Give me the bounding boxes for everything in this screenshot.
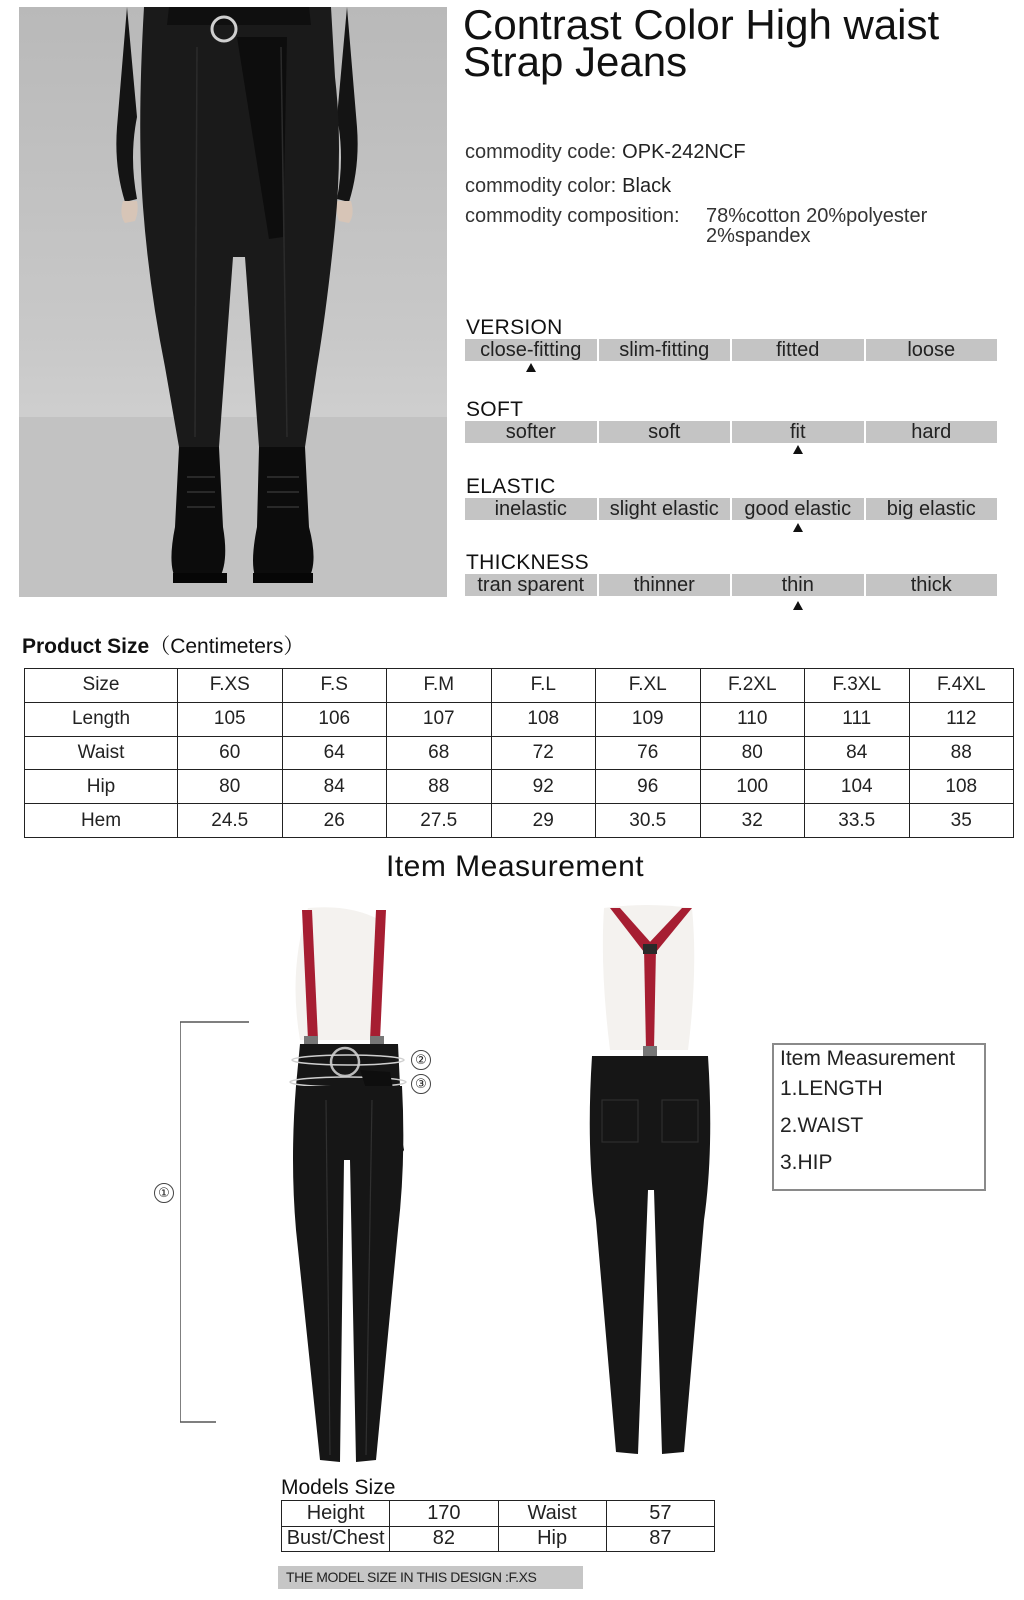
table-header-cell: Size	[25, 669, 178, 703]
elastic-option: inelastic	[465, 498, 597, 520]
table-cell: 88	[909, 736, 1014, 770]
table-cell: Height	[282, 1501, 390, 1527]
measurement-item: 1.LENGTH	[780, 1077, 883, 1100]
soft-label: SOFT	[466, 398, 524, 421]
version-label: VERSION	[466, 316, 563, 339]
table-cell: 84	[805, 736, 910, 770]
table-cell: Hip	[25, 770, 178, 804]
table-row	[282, 1501, 715, 1527]
table-row	[25, 770, 1014, 804]
soft-option: hard	[866, 421, 998, 443]
commodity-composition-label: commodity composition:	[465, 205, 680, 227]
thickness-selected-marker	[793, 601, 803, 610]
item-measurement-title: Item Measurement	[386, 850, 645, 883]
table-cell: Hem	[25, 804, 178, 838]
table-cell: 108	[909, 770, 1014, 804]
table-cell: 26	[282, 804, 387, 838]
table-cell: 108	[491, 702, 596, 736]
version-scale	[465, 339, 997, 361]
front-view-illustration	[180, 900, 440, 1480]
soft-option: soft	[599, 421, 731, 443]
table-row	[25, 702, 1014, 736]
table-cell: 104	[805, 770, 910, 804]
version-option: close-fitting	[465, 339, 597, 361]
commodity-color-value: Black	[622, 175, 672, 197]
hip-marker: ③	[411, 1074, 431, 1094]
commodity-color-row	[465, 175, 671, 198]
table-row	[282, 1526, 715, 1552]
table-cell: 100	[700, 770, 805, 804]
table-cell: 109	[596, 702, 701, 736]
elastic-scale	[465, 498, 997, 520]
table-cell: Waist	[25, 736, 178, 770]
table-cell: 88	[387, 770, 492, 804]
elastic-option: slight elastic	[599, 498, 731, 520]
table-header-cell: F.3XL	[805, 669, 910, 703]
table-cell: 72	[491, 736, 596, 770]
thickness-option: tran sparent	[465, 574, 597, 596]
table-cell: 24.5	[178, 804, 283, 838]
commodity-color-label: commodity color:	[465, 175, 617, 197]
product-title	[463, 1, 1003, 85]
table-cell: 80	[178, 770, 283, 804]
commodity-composition-row	[465, 205, 680, 228]
commodity-code-label: commodity code:	[465, 141, 617, 163]
elastic-option: good elastic	[732, 498, 864, 520]
table-cell: 64	[282, 736, 387, 770]
measurement-legend	[772, 1043, 986, 1191]
table-cell: 96	[596, 770, 701, 804]
table-cell: 92	[491, 770, 596, 804]
table-header-cell: F.4XL	[909, 669, 1014, 703]
soft-option: fit	[732, 421, 864, 443]
table-header-cell: F.S	[282, 669, 387, 703]
models-size-title: Models Size	[281, 1476, 396, 1499]
version-option: loose	[866, 339, 998, 361]
table-cell: 32	[700, 804, 805, 838]
table-cell: 76	[596, 736, 701, 770]
thickness-label: THICKNESS	[466, 551, 589, 574]
waist-marker: ②	[411, 1050, 431, 1070]
commodity-code-value: OPK-242NCF	[622, 141, 746, 163]
composition-line2: 2%spandex	[706, 225, 811, 247]
table-cell: 84	[282, 770, 387, 804]
table-cell: 110	[700, 702, 805, 736]
table-cell: 68	[387, 736, 492, 770]
composition-line1: 78%cotton 20%polyester	[706, 205, 928, 227]
table-cell: 57	[606, 1501, 714, 1527]
table-cell: 30.5	[596, 804, 701, 838]
table-cell: 80	[700, 736, 805, 770]
table-cell: 107	[387, 702, 492, 736]
table-cell: 82	[390, 1526, 498, 1552]
product-photo	[19, 7, 447, 597]
table-cell: Hip	[498, 1526, 606, 1552]
table-cell: 35	[909, 804, 1014, 838]
version-option: fitted	[732, 339, 864, 361]
product-size-heading: Product Size	[22, 635, 150, 658]
soft-scale	[465, 421, 997, 443]
product-title-line2: Strap Jeans	[463, 38, 688, 85]
models-size-table	[281, 1500, 715, 1552]
commodity-code-row	[465, 141, 746, 164]
table-cell: 170	[390, 1501, 498, 1527]
table-header-cell: F.M	[387, 669, 492, 703]
thickness-option: thick	[866, 574, 998, 596]
table-cell: 60	[178, 736, 283, 770]
table-cell: 111	[805, 702, 910, 736]
table-cell: Bust/Chest	[282, 1526, 390, 1552]
table-row	[25, 736, 1014, 770]
table-header-cell: F.XL	[596, 669, 701, 703]
commodity-composition-value	[706, 206, 1006, 246]
measurement-item: 3.HIP	[780, 1151, 833, 1174]
table-header-cell: F.2XL	[700, 669, 805, 703]
table-cell: Waist	[498, 1501, 606, 1527]
product-title-line1: Contrast Color High waist	[463, 1, 940, 48]
product-size-unit: （Centimeters）	[149, 635, 305, 658]
soft-selected-marker	[793, 445, 803, 454]
table-cell: Length	[25, 702, 178, 736]
version-option: slim-fitting	[599, 339, 731, 361]
thickness-scale	[465, 574, 997, 596]
table-cell: 27.5	[387, 804, 492, 838]
table-header-cell: F.XS	[178, 669, 283, 703]
table-cell: 29	[491, 804, 596, 838]
table-header-row	[25, 669, 1014, 703]
back-view-illustration	[580, 900, 720, 1470]
table-cell: 106	[282, 702, 387, 736]
table-row	[25, 804, 1014, 838]
table-cell: 87	[606, 1526, 714, 1552]
thickness-option: thin	[732, 574, 864, 596]
soft-option: softer	[465, 421, 597, 443]
elastic-label: ELASTIC	[466, 475, 556, 498]
measurement-legend-title: Item Measurement	[780, 1047, 956, 1070]
product-size-title	[22, 630, 304, 660]
measurement-item: 2.WAIST	[780, 1114, 864, 1137]
length-marker: ①	[154, 1183, 174, 1203]
product-size-table	[24, 668, 1014, 838]
table-cell: 112	[909, 702, 1014, 736]
table-header-cell: F.L	[491, 669, 596, 703]
thickness-option: thinner	[599, 574, 731, 596]
table-cell: 33.5	[805, 804, 910, 838]
elastic-option: big elastic	[866, 498, 998, 520]
model-size-note: THE MODEL SIZE IN THIS DESIGN :F.XS	[278, 1566, 583, 1589]
version-selected-marker	[526, 363, 536, 372]
elastic-selected-marker	[793, 523, 803, 532]
table-cell: 105	[178, 702, 283, 736]
